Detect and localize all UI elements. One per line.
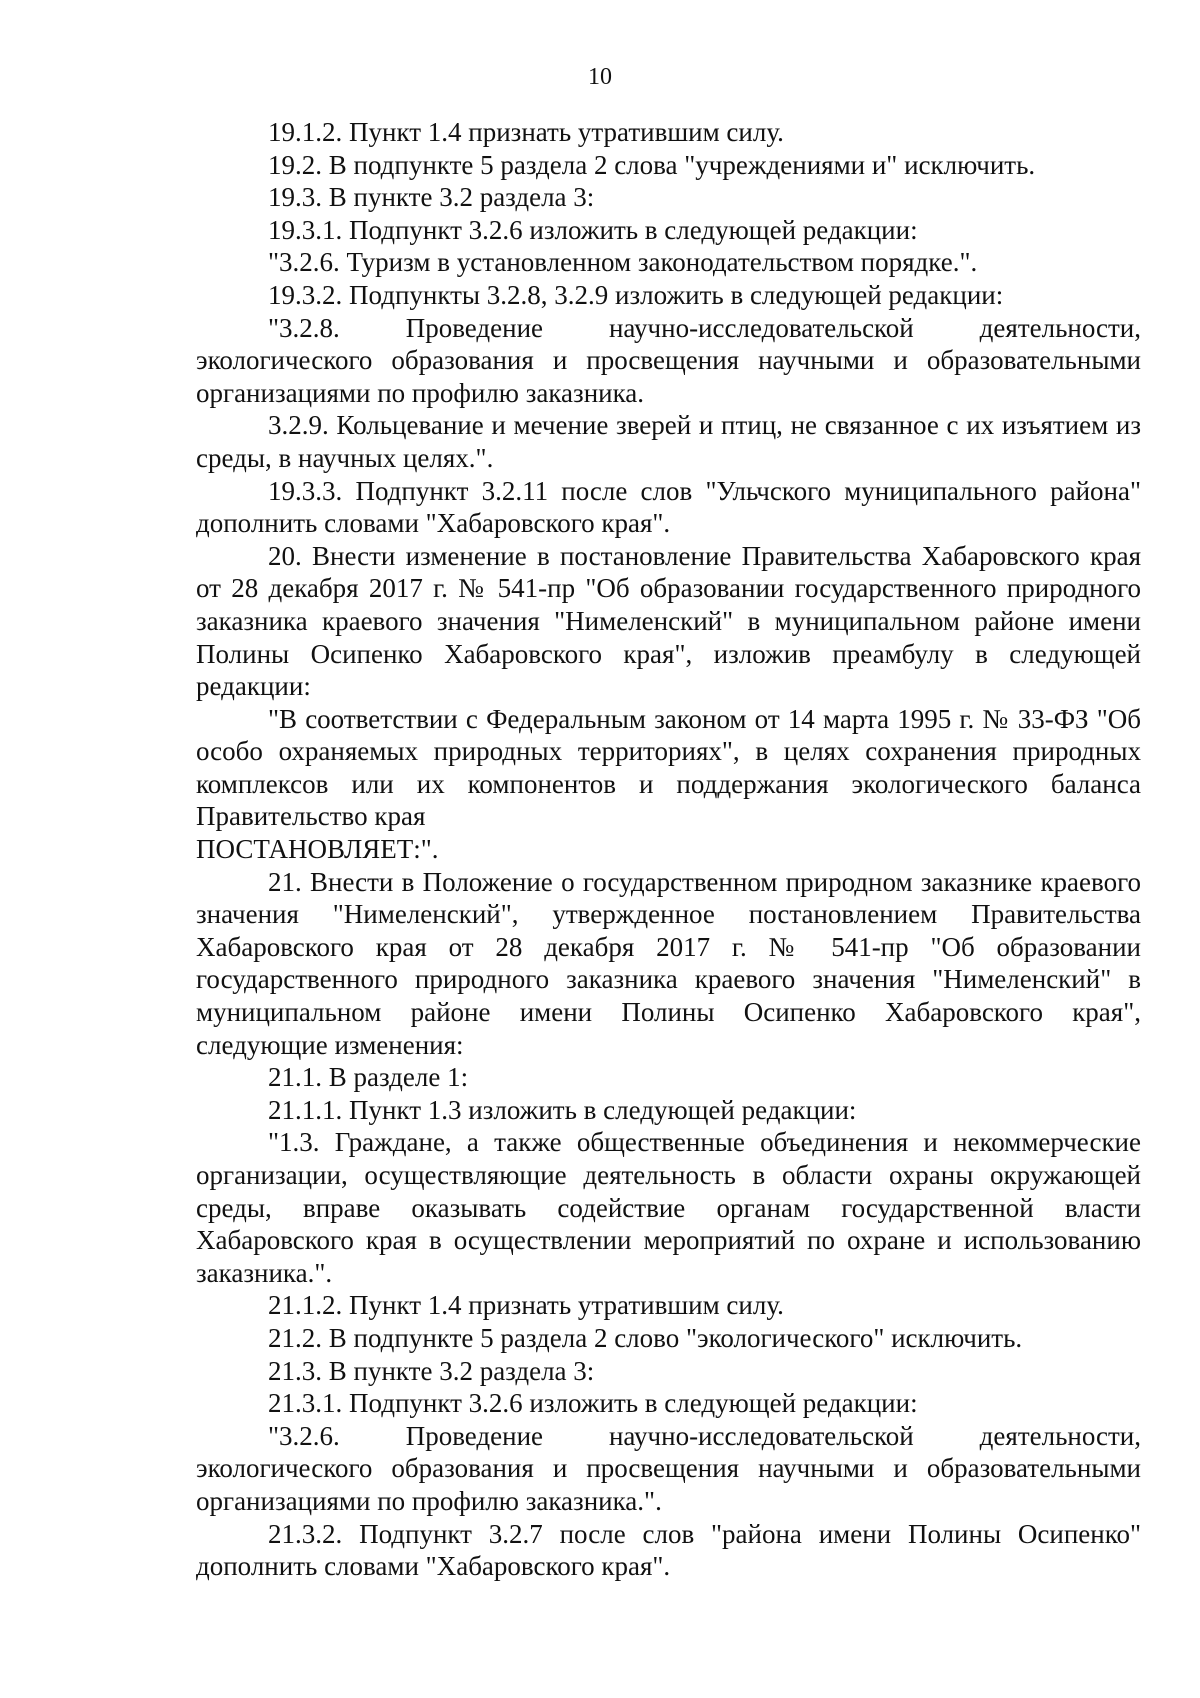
- paragraph-21-3: 21.3. В пункте 3.2 раздела 3:: [268, 1355, 595, 1386]
- paragraph-20: 20. Внести изменение в постановление Правительства Хабаровского края от 28 декабря 2017 г. № 541-пр "Об образовании государственного природного заказника краевого значения "Нимеленский" в муниципальном районе имени Полины Осипенко Хабаровского края", изложив преамбулу в следующей редакции:: [196, 540, 1141, 702]
- paragraph-19-3-1: 19.3.1. Подпункт 3.2.6 изложить в следующей редакции:: [268, 214, 918, 245]
- document-body: [196, 116, 1141, 1583]
- paragraph-quote-3-2-8: "3.2.8. Проведение научно-исследовательской деятельности, экологического образования и просвещения научными и образовательными организациями по профилю заказника.: [196, 312, 1141, 408]
- paragraph-19-3: 19.3. В пункте 3.2 раздела 3:: [268, 182, 595, 213]
- paragraph-21-1-2: 21.1.2. Пункт 1.4 признать утратившим силу.: [268, 1290, 784, 1321]
- paragraph-19-2: 19.2. В подпункте 5 раздела 2 слова "учреждениями и" исключить.: [268, 149, 1036, 180]
- paragraph-19-3-2: 19.3.2. Подпункты 3.2.8, 3.2.9 изложить в следующей редакции:: [268, 279, 1004, 310]
- paragraph-quote-1-3: "1.3. Граждане, а также общественные объединения и некоммерческие организации, осуществляющие деятельность в области охраны окружающей среды, вправе оказывать содействие органам государственной власти Хабаровского края в осуществлении мероприятий по охране и использованию заказника.".: [196, 1127, 1141, 1288]
- paragraph-quote-3-2-6-research: "3.2.6. Проведение научно-исследовательской деятельности, экологического образования и просвещения научными и образовательными организациями по профилю заказника.".: [196, 1420, 1141, 1516]
- paragraph-21-1: 21.1. В разделе 1:: [268, 1062, 469, 1093]
- paragraph-21-2: 21.2. В подпункте 5 раздела 2 слово "экологического" исключить.: [268, 1322, 1023, 1353]
- paragraph-preamble-quote: "В соответствии с Федеральным законом от 14 марта 1995 г. № 33-ФЗ "Об особо охраняемых природных территориях", в целях сохранения природных комплексов или их компонентов и поддержания экологического баланса Правительство края: [196, 703, 1141, 832]
- paragraph-21-1-1: 21.1.1. Пункт 1.3 изложить в следующей редакции:: [268, 1094, 857, 1125]
- paragraph-21: 21. Внести в Положение о государственном природном заказнике краевого значения "Нимеленский", утвержденное постановлением Правительства Хабаровского края от 28 декабря 2017 г. № 541-пр "Об образовании государственного природного заказника краевого значения "Нимеленский" в муниципальном районе имени Полины Осипенко Хабаровского края", следующие изменения:: [196, 866, 1141, 1060]
- paragraph-3-2-9: 3.2.9. Кольцевание и мечение зверей и птиц, не связанное с их изъятием из среды, в научных целях.".: [196, 410, 1141, 473]
- paragraph-quote-3-2-6: "3.2.6. Туризм в установленном законодательством порядке.".: [268, 247, 978, 278]
- paragraph-postanovlyaet: ПОСТАНОВЛЯЕТ:".: [196, 834, 439, 865]
- paragraph-19-3-3: 19.3.3. Подпункт 3.2.11 после слов "Ульчского муниципального района" дополнить словами "Хабаровского края".: [196, 475, 1141, 539]
- paragraph-21-3-1: 21.3.1. Подпункт 3.2.6 изложить в следующей редакции:: [268, 1388, 918, 1419]
- paragraph-19-1-2: 19.1.2. Пункт 1.4 признать утратившим силу.: [268, 117, 784, 147]
- page-number: 10: [588, 64, 612, 90]
- paragraph-21-3-2: 21.3.2. Подпункт 3.2.7 после слов "района имени Полины Осипенко" дополнить словами "Хабаровского края".: [196, 1518, 1141, 1582]
